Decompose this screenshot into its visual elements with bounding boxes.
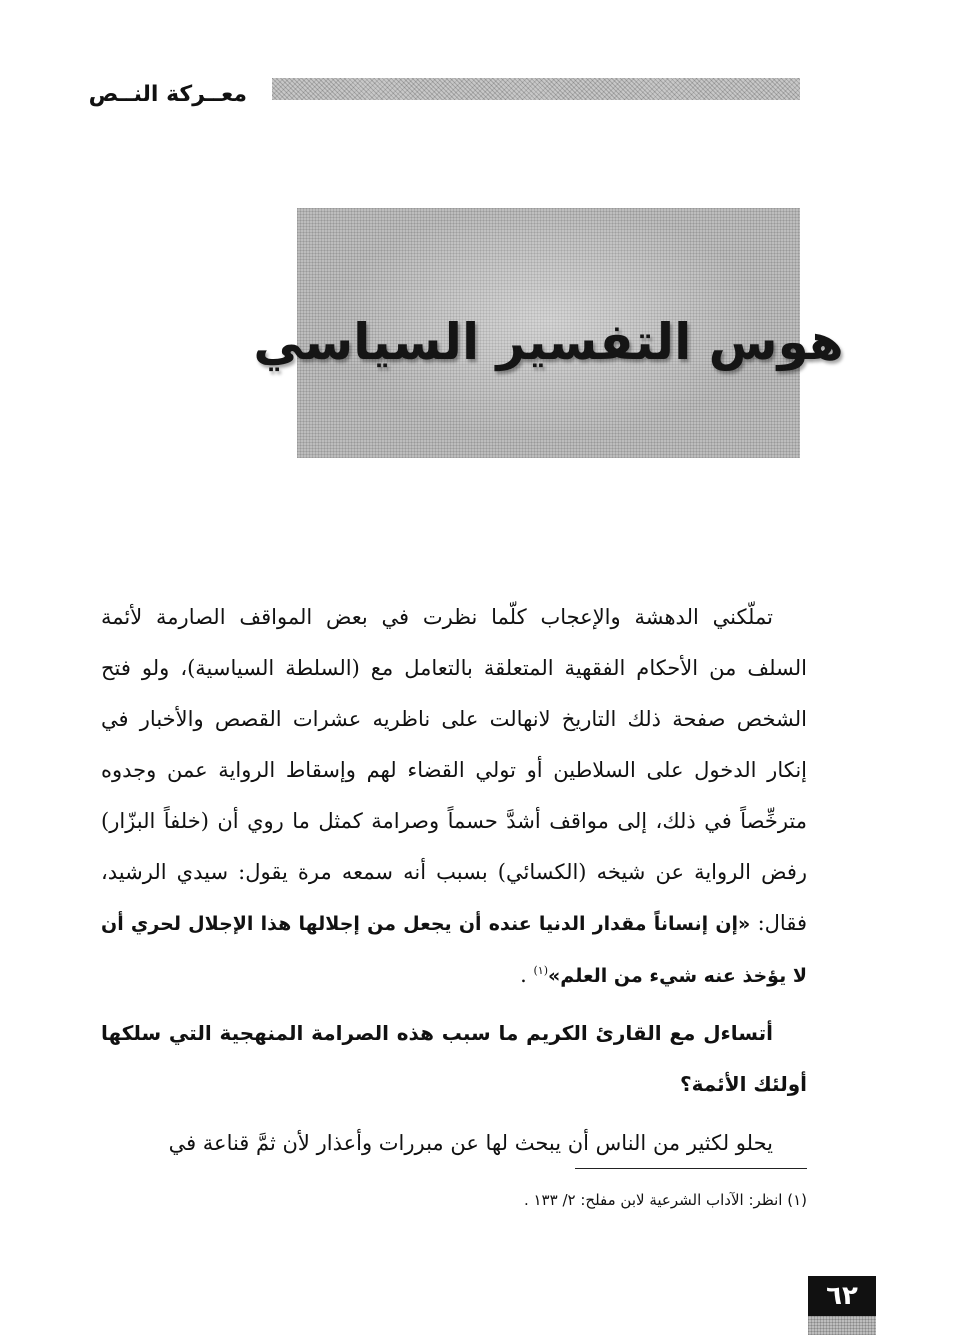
chapter-title-box xyxy=(253,208,844,458)
paragraph-1-text: تملّكني الدهشة والإعجاب كلّما نظرت في بعض المواقف الصارمة لأئمة السلف من الأحكام الفقهية المتعلقة بالتعامل مع (السلطة السياسية)، ولو فتح الشخص صفحة ذلك التاريخ لانهالت على ناظريه عشرات القصص والأخبار في إنكار الدخول على السلاطين أو تولي القضاء لهم وإسقاط الرواية عمن وجدوه مترخِّصاً في ذلك، إلى مواقف أشدَّ حسماً وصرامة كمثل ما روي أن (خلفاً البزّار) رفض الرواية عن شيخه (الكسائي) بسبب أنه سمعه مرة يقول: سيدي الرشيد، فقال: xyxy=(101,605,807,935)
paragraph-1 xyxy=(101,592,807,1002)
paragraph-1-end: . xyxy=(520,963,534,987)
footnote: (١) انظر: الآداب الشرعية لابن مفلح: ٢/ ١٣٣ . xyxy=(523,1191,807,1209)
footnote-separator xyxy=(575,1168,807,1169)
page-number-tail xyxy=(808,1316,876,1335)
kasai-quote: «إن إنساناً مقدار الدنيا عنده أن يجعل من إجلالها هذا الإجلال لحري أن لا يؤخذ عنه شيء من العلم» xyxy=(101,913,807,987)
footnote-reference[interactable]: (١) xyxy=(533,964,549,977)
running-header-title: معــركة النــص xyxy=(88,82,247,107)
paragraph-3: يحلو لكثير من الناس أن يبحث لها عن مبررات وأعذار لأن ثمَّ قناعة في xyxy=(168,1131,773,1155)
body-text xyxy=(101,592,807,1169)
page-number: ٦٢ xyxy=(808,1276,876,1316)
header-decorative-band xyxy=(272,78,800,100)
chapter-title: هوس التفسير السياسي xyxy=(253,313,844,371)
paragraph-2: أتساءل مع القارئ الكريم ما سبب هذه الصرامة المنهجية التي سلكها أولئك الأئمة؟ xyxy=(101,1021,807,1096)
